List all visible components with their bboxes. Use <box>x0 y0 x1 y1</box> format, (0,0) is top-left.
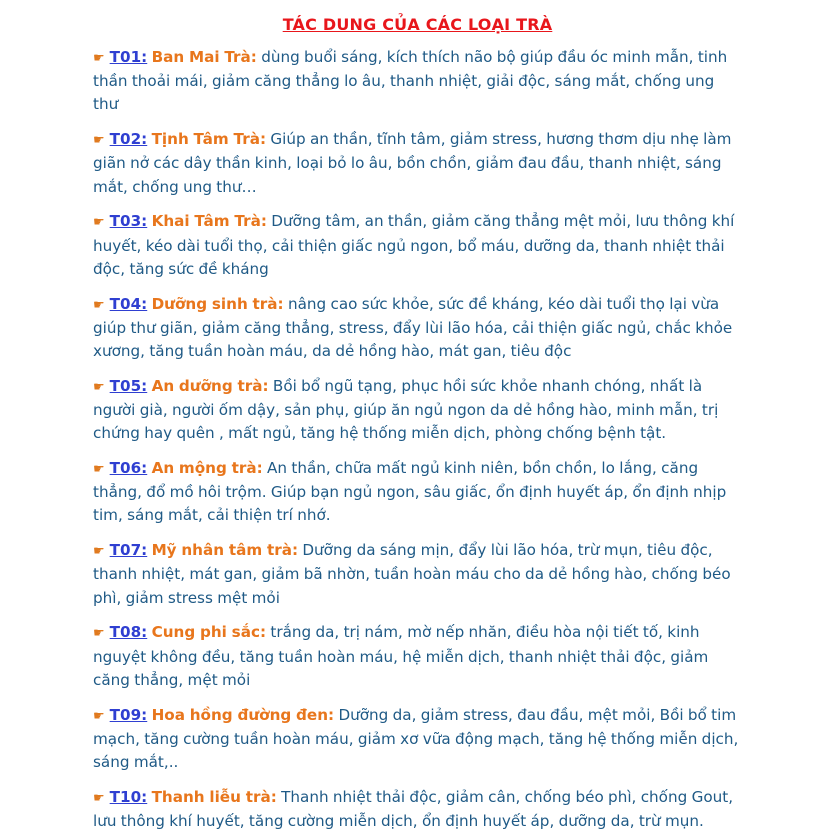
tea-name: Mỹ nhân tâm trà: <box>151 541 299 560</box>
tea-entry-t02 <box>93 128 742 199</box>
tea-name: An dưỡng trà: <box>151 376 269 395</box>
tea-description: Dưỡng da, giảm stress, đau đầu, mệt mỏi, Bồi bổ tim mạch, tăng cường tuần hoàn máu, giảm xơ vữa động mạch, tăng hệ thống miễn dịch, sáng mắt,.. <box>93 705 739 772</box>
tea-code[interactable]: T04: <box>109 294 148 313</box>
tea-name: An mộng trà: <box>151 459 263 478</box>
tea-description: Thanh nhiệt thải độc, giảm cân, chống béo phì, chống Gout, lưu thông khí huyết, tăng cường miễn dịch, ổn định huyết áp, dưỡng da, trừ mụn. <box>93 787 734 831</box>
tea-entry-t07 <box>93 539 742 610</box>
tea-description: trắng da, trị nám, mờ nếp nhăn, điều hòa nội tiết tố, kinh nguyệt không đều, tăng tuần hoàn máu, hệ miễn dịch, thanh nhiệt thải độc, giảm căng thẳng, mệt mỏi <box>93 623 709 689</box>
pointing-hand-icon: ☛ <box>93 379 105 395</box>
tea-description: Bồi bổ ngũ tạng, phục hồi sức khỏe nhanh chóng, nhất là người già, người ốm dậy, sản phụ, giúp ăn ngủ ngon da dẻ hồng hào, minh mẫn, trị chứng hay quên , mất ngủ, tăng hệ thống miễn dịch, phòng chống bệnh tật. <box>93 376 719 443</box>
tea-code[interactable]: T07: <box>109 541 148 560</box>
pointing-hand-icon: ☛ <box>93 462 105 478</box>
tea-name: Tịnh Tâm Trà: <box>151 130 267 149</box>
tea-description: nâng cao sức khỏe, sức đề kháng, kéo dài tuổi thọ lại vừa giúp thư giãn, giảm căng thẳng, stress, đẩy lùi lão hóa, cải thiện giấc ngủ, chắc khỏe xương, tăng tuần hoàn máu, da dẻ hồng hào, mát gan, tiêu độc <box>93 294 733 361</box>
tea-code[interactable]: T10: <box>109 787 148 806</box>
pointing-hand-icon: ☛ <box>93 626 105 642</box>
tea-code[interactable]: T02: <box>109 130 148 149</box>
tea-code[interactable]: T01: <box>109 48 148 66</box>
pointing-hand-icon: ☛ <box>93 544 105 560</box>
tea-entry-t08 <box>93 621 742 692</box>
tea-name: Dưỡng sinh trà: <box>151 294 284 313</box>
tea-code[interactable]: T09: <box>109 705 148 724</box>
tea-description: Dưỡng tâm, an thần, giảm căng thẳng mệt mỏi, lưu thông khí huyết, kéo dài tuổi thọ, cải thiện giấc ngủ ngon, bổ máu, dưỡng da, thanh nhiệt thải độc, tăng sức đề kháng <box>93 212 735 278</box>
page-title: TÁC DUNG CỦA CÁC LOẠI TRÀ <box>282 15 553 34</box>
pointing-hand-icon: ☛ <box>93 133 105 149</box>
tea-code[interactable]: T08: <box>109 623 148 642</box>
tea-entry-t03 <box>93 210 742 281</box>
tea-code[interactable]: T05: <box>109 376 148 395</box>
pointing-hand-icon: ☛ <box>93 708 105 724</box>
tea-name: Hoa hồng đường đen: <box>151 705 335 724</box>
pointing-hand-icon: ☛ <box>93 790 105 806</box>
pointing-hand-icon: ☛ <box>93 215 105 231</box>
pointing-hand-icon: ☛ <box>93 51 105 66</box>
tea-entry-t09 <box>93 704 742 775</box>
pointing-hand-icon: ☛ <box>93 297 105 313</box>
tea-description: Giúp an thần, tĩnh tâm, giảm stress, hương thơm dịu nhẹ làm giãn nở các dây thần kinh, loại bỏ lo âu, bồn chồn, giảm đau đầu, thanh nhiệt, sáng mắt, chống ung thư… <box>93 130 732 196</box>
tea-entry-t04 <box>93 293 742 364</box>
tea-description: Dưỡng da sáng mịn, đẩy lùi lão hóa, trừ mụn, tiêu độc, thanh nhiệt, mát gan, giảm bã nhờn, tuần hoàn máu cho da dẻ hồng hào, chống béo phì, giảm stress mệt mỏi <box>93 541 731 607</box>
tea-name: Thanh liễu trà: <box>151 787 277 806</box>
tea-code[interactable]: T03: <box>109 212 148 231</box>
tea-entry-t05 <box>93 375 742 446</box>
tea-entry-t10 <box>93 786 742 833</box>
tea-entry-t01 <box>93 46 742 117</box>
tea-name: Khai Tâm Trà: <box>151 212 267 231</box>
tea-code[interactable]: T06: <box>109 459 148 478</box>
tea-name: Cung phi sắc: <box>151 623 267 642</box>
tea-name: Ban Mai Trà: <box>151 48 257 66</box>
tea-entry-t06 <box>93 457 742 528</box>
tea-description: An thần, chữa mất ngủ kinh niên, bồn chồn, lo lắng, căng thẳng, đổ mồ hôi trộm. Giúp bạn ngủ ngon, sâu giấc, ổn định huyết áp, ổn định nhịp tim, sáng mắt, cải thiện trí nhớ. <box>93 459 727 525</box>
tea-description: dùng buổi sáng, kích thích não bộ giúp đầu óc minh mẫn, tinh thần thoải mái, giảm căng thẳng lo âu, thanh nhiệt, giải độc, sáng mắt, chống ung thư <box>93 48 728 114</box>
